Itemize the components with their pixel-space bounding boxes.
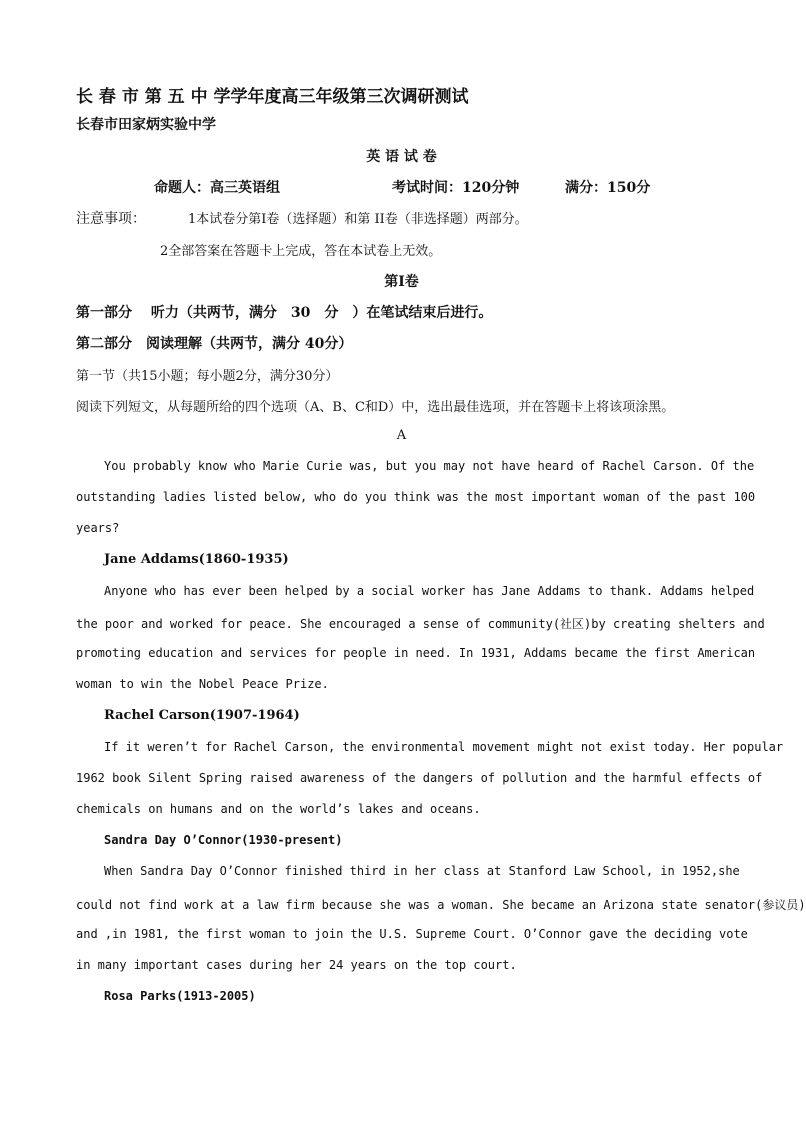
entry-heading: Rachel Carson(1907-1964) bbox=[104, 708, 300, 723]
entry-heading: Rosa Parks(1913-2005) bbox=[104, 989, 256, 1003]
school-title: 长 春 市 第 五 中 学学年度高三年级第三次调研测试 bbox=[76, 87, 469, 107]
intro-line: You probably know who Marie Curie was, but you may not have heard of Rachel Carson. Of the bbox=[104, 459, 755, 473]
section-one-heading: 第一节（共15小题；每小题2分，满分30分） bbox=[76, 369, 339, 384]
entry-line: When Sandra Day O’Connor finished third in her class at Stanford Law School, in 1952,she bbox=[104, 864, 740, 878]
entry-line: 1962 book Silent Spring raised awareness of the dangers of pollution and the harmful effects of bbox=[76, 771, 763, 785]
passage-label: A bbox=[396, 428, 407, 443]
intro-line: years? bbox=[76, 521, 120, 535]
entry-line: promoting education and services for people in need. In 1931, Addams became the first American bbox=[76, 646, 756, 660]
author-label: 命题人：高三英语组 bbox=[154, 180, 280, 196]
entry-line: Anyone who has ever been helped by a social worker has Jane Addams to thank. Addams helped bbox=[104, 584, 755, 598]
notice-item-2: 2全部答案在答题卡上完成，答在本试卷上无效。 bbox=[160, 244, 442, 259]
school-subtitle: 长春市田家炳实验中学 bbox=[76, 117, 216, 133]
reading-instruction: 阅读下列短文，从每题所给的四个选项（A、B、C和D）中，选出最佳选项，并在答题卡上将该项涂黑。 bbox=[76, 400, 675, 415]
entry-heading: Sandra Day O’Connor(1930-present) bbox=[104, 833, 343, 847]
notice-item-1: 1本试卷分第Ⅰ卷（选择题）和第 II卷（非选择题）两部分。 bbox=[188, 212, 528, 227]
intro-line: outstanding ladies listed below, who do you think was the most important woman of the past 100 bbox=[76, 490, 756, 504]
entry-line: If it weren’t for Rachel Carson, the environmental movement might not exist today. Her popular bbox=[104, 740, 784, 754]
notice-label: 注意事项： bbox=[76, 211, 146, 227]
entry-line: in many important cases during her 24 years on the top court. bbox=[76, 958, 517, 972]
exam-meta bbox=[76, 177, 727, 197]
entry-line: chemicals on humans and on the world’s lakes and oceans. bbox=[76, 802, 481, 816]
entry-heading: Jane Addams(1860-1935) bbox=[104, 552, 289, 567]
volume-title: 第Ⅰ卷 bbox=[384, 274, 419, 290]
part-two-heading: 第二部分 阅读理解（共两节，满分 40分） bbox=[76, 336, 353, 352]
part-one-heading: 第一部分 听力（共两节，满分 30 分 ）在笔试结束后进行。 bbox=[76, 305, 493, 321]
score-label: 满分：150分 bbox=[565, 180, 651, 196]
entry-line: the poor and worked for peace. She encouraged a sense of community(社区)by creating shelters and bbox=[76, 617, 765, 631]
entry-line: could not find work at a law firm because she was a woman. She became an Arizona state senator(参议员) bbox=[76, 898, 806, 912]
time-label: 考试时间：120分钟 bbox=[392, 180, 520, 196]
subject-title: 英 语 试 卷 bbox=[366, 149, 437, 165]
entry-line: woman to win the Nobel Peace Prize. bbox=[76, 677, 329, 691]
entry-line: and ,in 1981, the first woman to join the U.S. Supreme Court. O’Connor gave the deciding vote bbox=[76, 927, 748, 941]
